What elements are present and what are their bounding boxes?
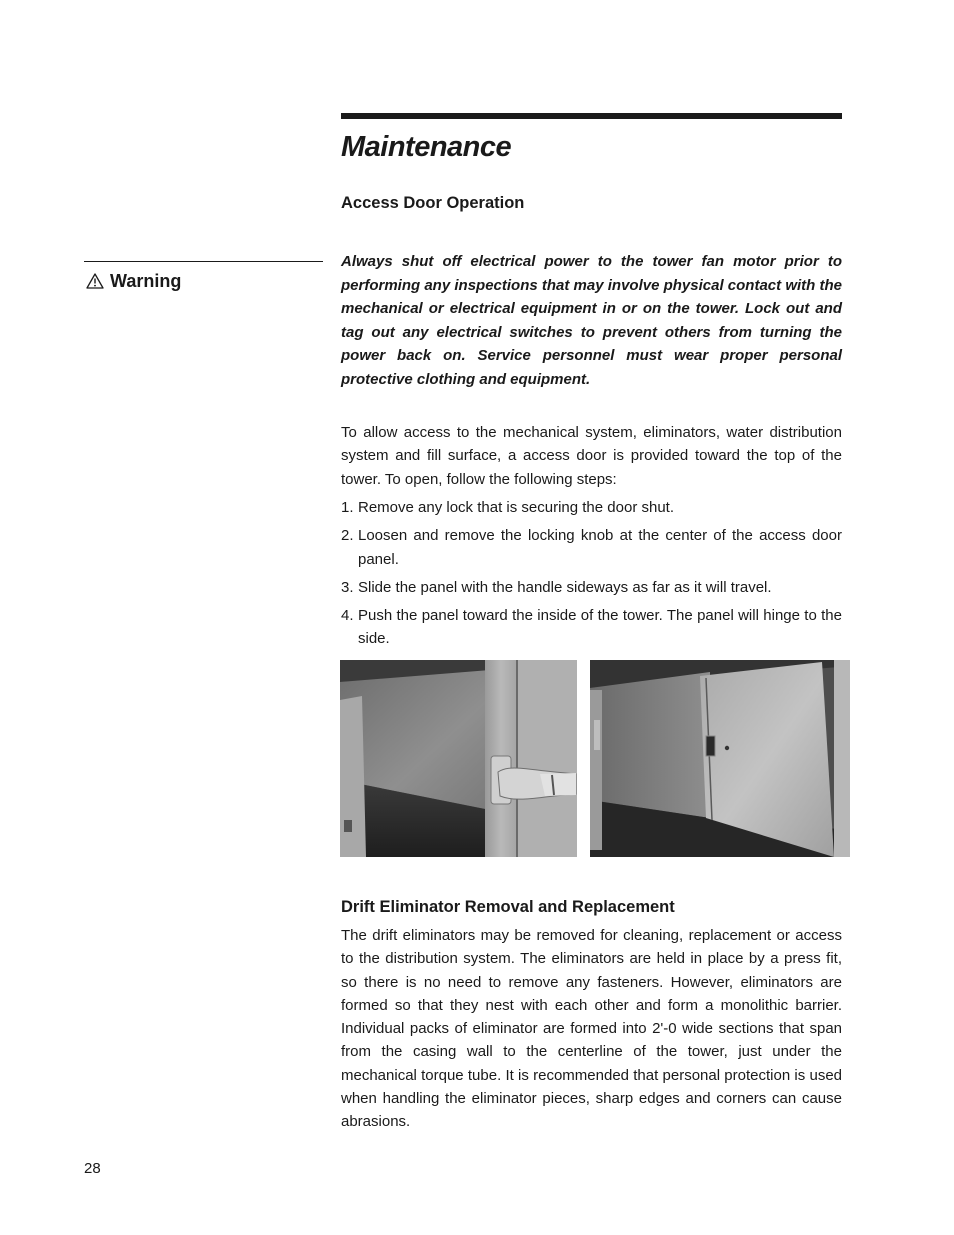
warning-label (86, 269, 181, 293)
page-number: 28 (84, 1160, 101, 1177)
step-number: 1. (341, 499, 354, 516)
warning-triangle-icon (86, 273, 104, 289)
step-text: Slide the panel with the handle sideways as far as it will travel. (358, 578, 772, 596)
step-text: Remove any lock that is securing the door shut. (358, 499, 674, 516)
step-number: 3. (341, 578, 354, 596)
drift-eliminator-heading: Drift Eliminator Removal and Replacement (341, 898, 675, 916)
step-number: 2. (341, 527, 354, 544)
step-text: Push the panel toward the inside of the tower. The panel will hinge to the side. (358, 606, 842, 647)
photo-door-handle (340, 660, 577, 857)
access-door-steps (341, 496, 842, 655)
step-item (341, 604, 842, 651)
photo-door-panel (590, 660, 850, 857)
warning-text: Always shut off electrical power to the tower fan motor prior to performing any inspections that may involve physical contact with the mechanical or electrical equipment in or on the tower. Lock out and tag out any electrical switches to prevent others from turning the power back on. Service personnel must wear proper personal protective clothing and equipment. (341, 253, 842, 388)
page-title: Maintenance (341, 131, 512, 163)
step-number: 4. (341, 606, 354, 624)
title-rule (341, 113, 842, 119)
step-item (341, 496, 842, 520)
warning-label-text: Warning (110, 271, 182, 291)
access-door-intro: To allow access to the mechanical system, eliminators, water distribution system and fill surface, a access door is provided toward the top of the tower. To open, follow the following steps: (341, 424, 842, 488)
access-door-heading: Access Door Operation (341, 194, 525, 212)
step-text: Loosen and remove the locking knob at the center of the access door panel. (358, 527, 842, 568)
drift-eliminator-body: The drift eliminators may be removed for cleaning, replacement or access to the distribution system. The eliminators are held in place by a press fit, so there is no need to remove any fasteners. However, eliminators are formed so that they nest with each other and form a monolithic barrier. Individual packs of eliminator are formed into 2'-0 wide sections that span from the casing wall to the centerline of the tower, just under the mechanical torque tube. It is recommended that personal protection is used when handling the eliminator pieces, sharp edges and corners can cause abrasions. (341, 927, 842, 1131)
warning-rule (84, 261, 323, 262)
step-item (341, 576, 842, 600)
step-item (341, 524, 842, 571)
